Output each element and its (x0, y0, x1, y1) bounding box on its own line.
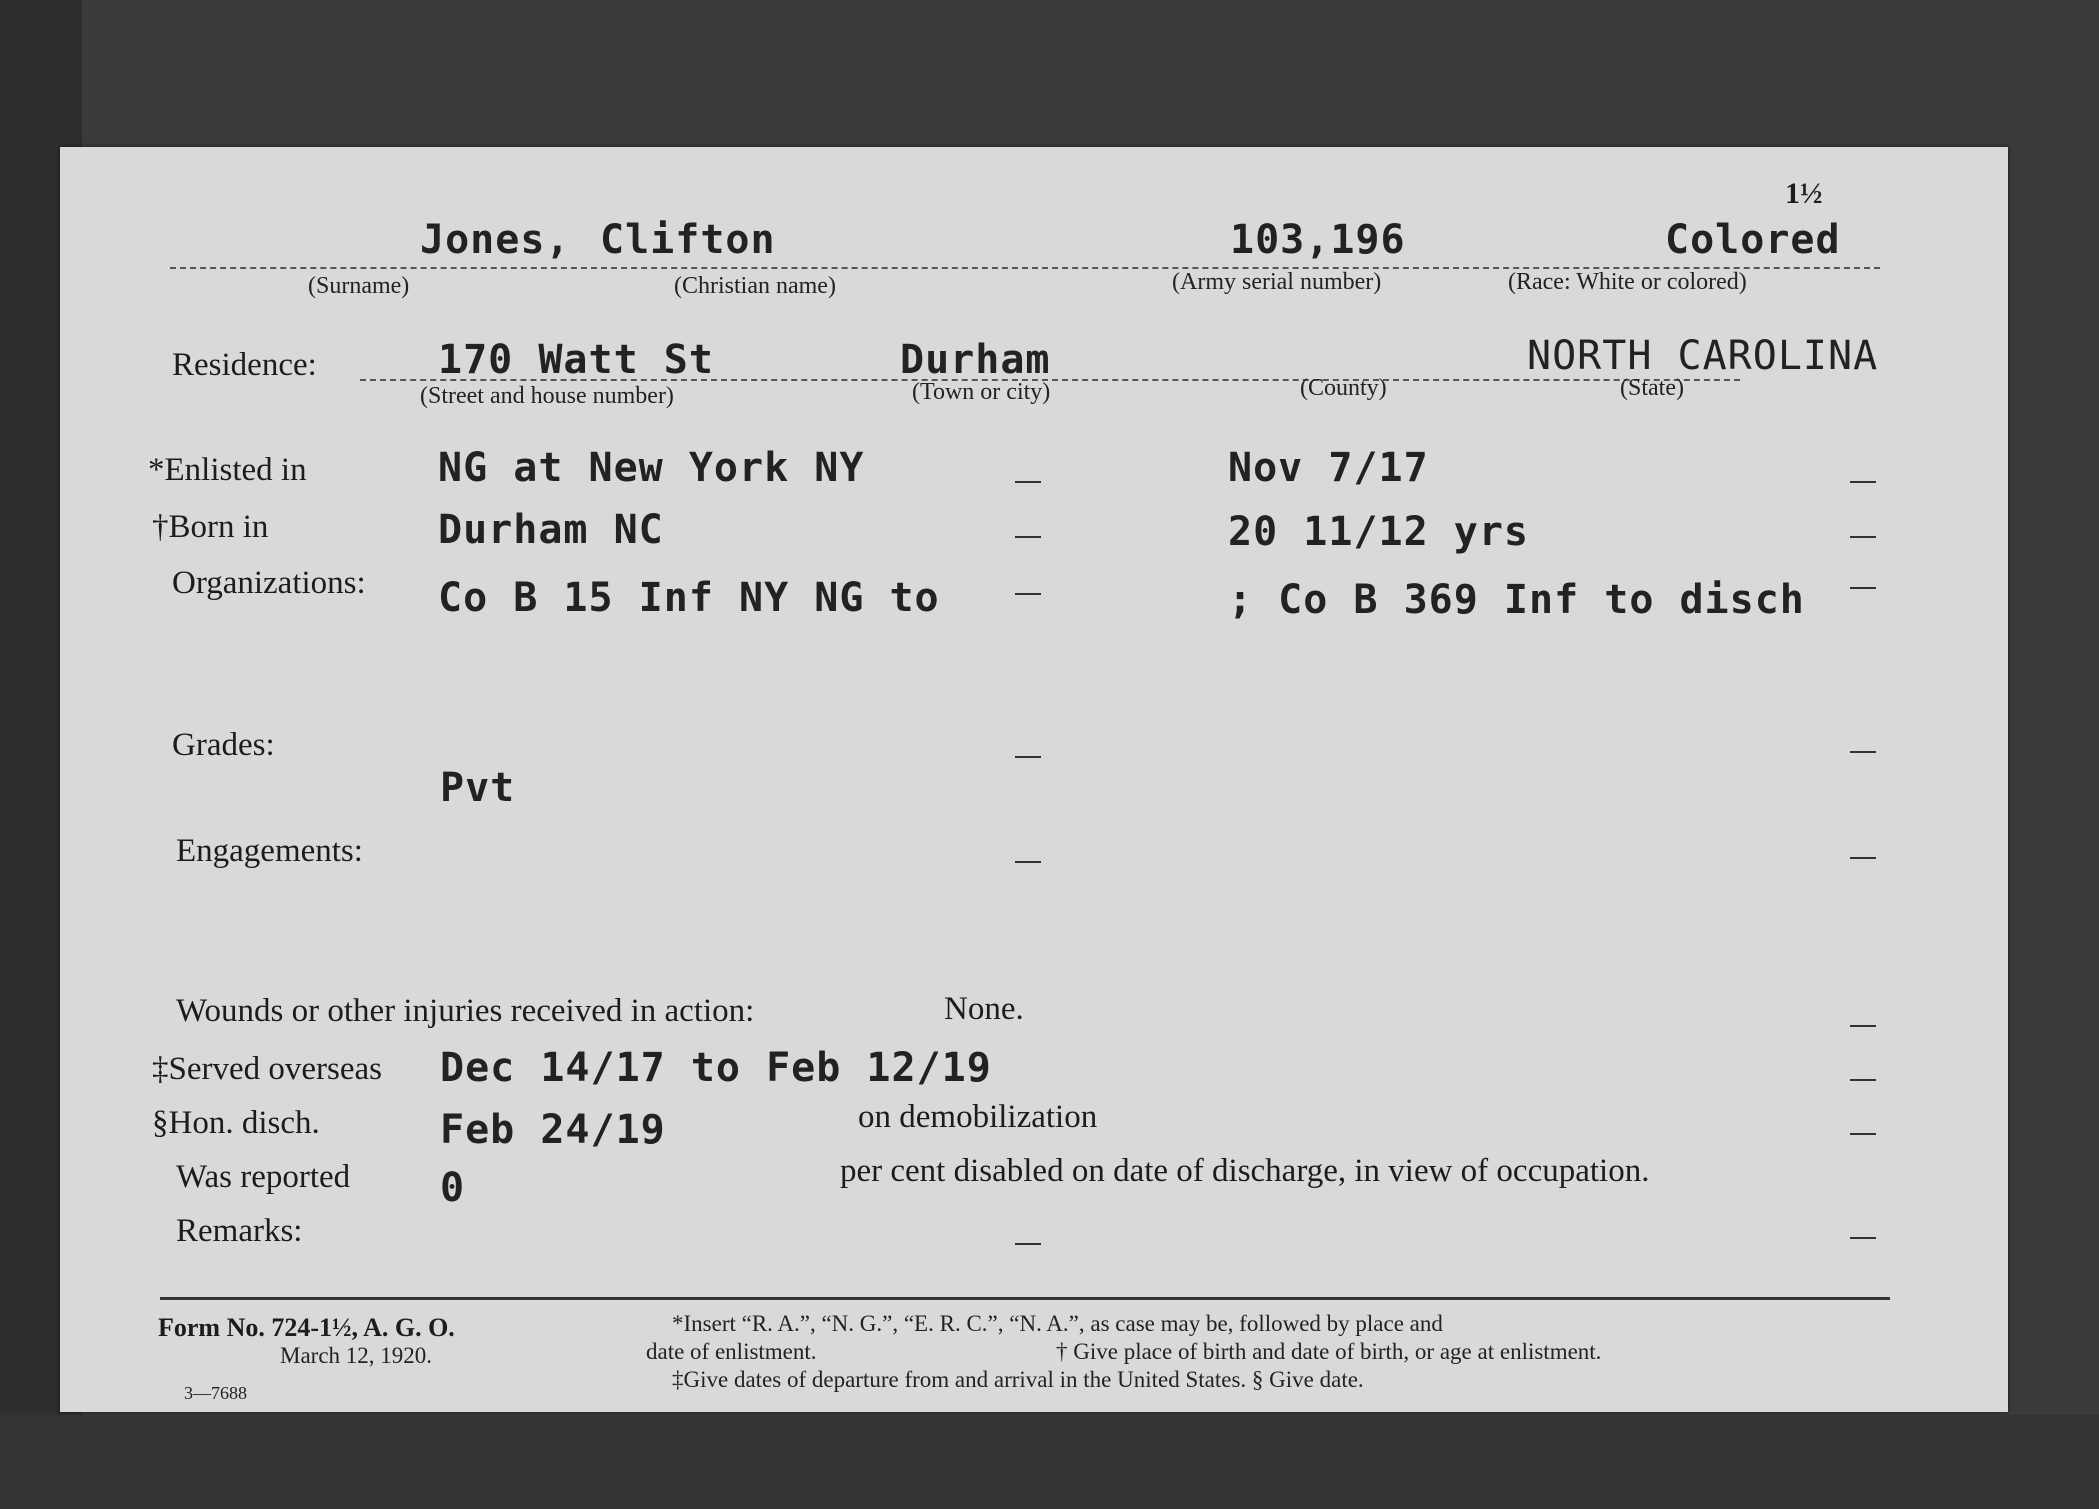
town-caption: (Town or city) (912, 379, 1051, 405)
per-cent-disabled-text: per cent disabled on date of discharge, in view of occupation. (840, 1153, 1650, 1189)
dash-mark (1015, 756, 1041, 758)
footnote-departure: ‡Give dates of departure from and arrival in the United States. § Give date. (672, 1367, 1364, 1392)
state-caption: (State) (1620, 375, 1684, 401)
dash-mark (1850, 481, 1876, 483)
on-demobilization-text: on demobilization (858, 1099, 1098, 1135)
dash-mark (1015, 593, 1041, 595)
scanner-background-bottom (0, 1415, 2099, 1509)
dash-mark (1850, 1237, 1876, 1239)
form-date: March 12, 1920. (280, 1343, 433, 1368)
street-value: 170 Watt St (438, 337, 714, 383)
dash-mark (1850, 857, 1876, 859)
race-caption: (Race: White or colored) (1508, 269, 1747, 295)
served-overseas-value: Dec 14/17 to Feb 12/19 (440, 1045, 992, 1091)
dash-mark (1015, 536, 1041, 538)
serial-number-value: 103,196 (1230, 217, 1406, 263)
grades-label: Grades: (172, 727, 275, 763)
footnote-insert: *Insert “R. A.”, “N. G.”, “E. R. C.”, “N. A.”, as case may be, followed by place and (672, 1311, 1443, 1336)
grade-value: Pvt (440, 765, 516, 811)
was-reported-label: Was reported (176, 1159, 351, 1195)
county-caption: (County) (1300, 375, 1387, 401)
serial-caption: (Army serial number) (1172, 269, 1382, 295)
hon-disch-label: §Hon. disch. (152, 1105, 320, 1141)
remarks-label: Remarks: (176, 1213, 303, 1249)
christian-name-value: Clifton (600, 217, 776, 263)
residence-label: Residence: (172, 347, 317, 383)
organization-first-value: Co B 15 Inf NY NG to (438, 575, 940, 621)
dash-mark (1850, 1025, 1876, 1027)
street-caption: (Street and house number) (420, 383, 674, 409)
born-place-value: Durham NC (438, 507, 664, 553)
surname-value: Jones, (420, 217, 571, 263)
dash-mark (1015, 481, 1041, 483)
service-record-card (60, 147, 2008, 1412)
hon-disch-value: Feb 24/19 (440, 1107, 666, 1153)
surname-caption: (Surname) (308, 273, 410, 299)
dash-mark (1850, 587, 1876, 589)
footer-rule (160, 1297, 1890, 1300)
wounds-label: Wounds or other injuries received in action: (176, 993, 755, 1029)
engagements-label: Engagements: (176, 833, 363, 869)
dash-mark (1850, 751, 1876, 753)
footnote-insert-cont: date of enlistment. (646, 1339, 817, 1364)
dash-mark (1850, 1133, 1876, 1135)
form-number: Form No. 724-1½, A. G. O. (158, 1313, 455, 1342)
dash-mark (1015, 1243, 1041, 1245)
dash-mark (1850, 536, 1876, 538)
enlisted-in-label: *Enlisted in (148, 452, 307, 488)
dash-mark (1850, 1079, 1876, 1081)
born-age-value: 20 11/12 yrs (1228, 509, 1529, 555)
state-value: NORTH CAROLINA (1527, 333, 1879, 379)
christian-name-caption: (Christian name) (674, 273, 836, 299)
organizations-label: Organizations: (172, 565, 366, 601)
enlisted-place-value: NG at New York NY (438, 445, 865, 491)
born-in-label: †Born in (152, 509, 269, 545)
corner-fraction: 1½ (1785, 177, 1823, 210)
footnote-birth: † Give place of birth and date of birth, or age at enlistment. (1056, 1339, 1602, 1364)
organization-second-value: ; Co B 369 Inf to disch (1228, 577, 1805, 623)
served-overseas-label: ‡Served overseas (152, 1051, 383, 1087)
town-value: Durham (900, 337, 1051, 383)
reported-percent-value: 0 (440, 1165, 466, 1211)
print-code: 3—7688 (184, 1383, 247, 1403)
enlisted-date-value: Nov 7/17 (1228, 445, 1429, 491)
dash-mark (1015, 861, 1041, 863)
wounds-value: None. (944, 991, 1024, 1027)
race-value: Colored (1665, 217, 1841, 263)
